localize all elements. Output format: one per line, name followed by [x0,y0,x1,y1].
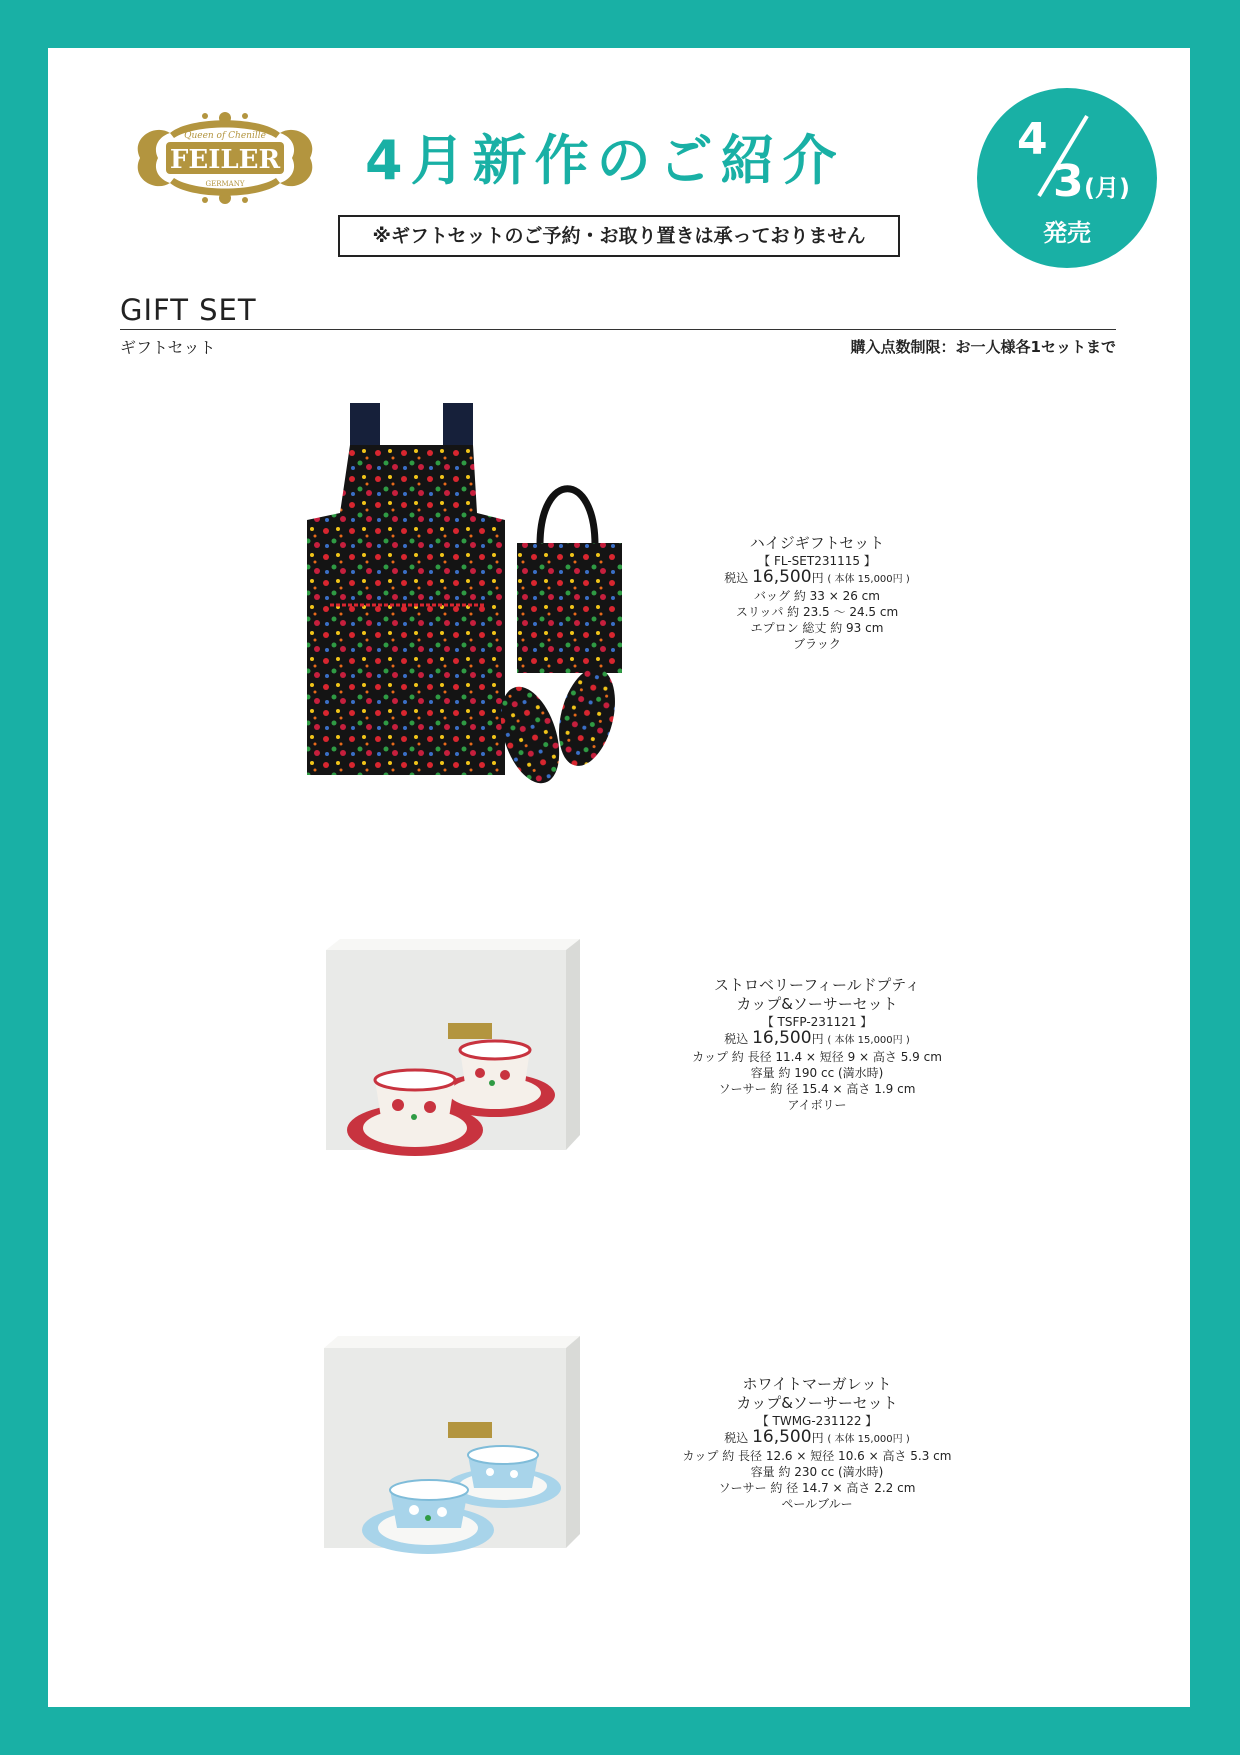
price-base: ( 本体 15,000円 ) [827,1434,910,1445]
product-detail: ペールブルー [781,1497,853,1511]
reservation-notice: ※ギフトセットのご予約・お取り置きは承っておりません [338,215,900,257]
product-name: ストロベリーフィールドプティ [713,976,921,994]
product-price [657,569,977,588]
product-info-strawberry [657,976,977,1113]
section-title: GIFT SET [120,293,257,327]
badge-release-label: 発売 [1043,219,1091,247]
product-detail: バッグ 約 33 × 26 cm [754,589,880,603]
price-amount: 16,500 [752,567,812,587]
product-price [657,1429,977,1448]
purchase-limit-note: 購入点数制限：お一人様各1セットまで [850,338,1116,356]
badge-weekday: (月) [1084,174,1130,202]
price-base: ( 本体 15,000円 ) [827,574,910,585]
logo-country: GERMANY [205,180,245,188]
product-name-line2: カップ&ソーサーセット [736,1394,898,1412]
product-code: 【 TWMG-231122 】 [756,1414,878,1428]
product-detail: 容量 約 230 cc (満水時) [750,1465,884,1479]
product-price [657,1030,977,1049]
section-divider [120,329,1116,330]
badge-month: 4 [1017,114,1048,165]
product-name: ハイジギフトセット [749,534,885,552]
product-name-line2: カップ&ソーサーセット [736,995,898,1013]
strawberry-cup-set-image [320,925,640,1187]
price-unit: 円 [811,1032,824,1046]
price-amount: 16,500 [752,1427,812,1447]
price-prefix: 税込 [724,571,749,585]
section-subtitle: ギフトセット [120,338,216,357]
product-info-heidi [657,534,977,652]
product-detail: カップ 約 長径 12.6 × 短径 10.6 × 高さ 5.3 cm [682,1449,952,1463]
price-prefix: 税込 [724,1431,749,1445]
price-base: ( 本体 15,000円 ) [827,1035,910,1046]
product-code: 【 FL-SET231115 】 [758,554,876,568]
price-unit: 円 [811,1431,824,1445]
logo-wordmark: FEILER [169,145,281,175]
price-prefix: 税込 [724,1032,749,1046]
product-code: 【 TSFP-231121 】 [761,1015,873,1029]
product-detail: ソーサー 約 径 14.7 × 高さ 2.2 cm [718,1481,916,1495]
product-detail: カップ 約 長径 11.4 × 短径 9 × 高さ 5.9 cm [692,1050,942,1064]
product-detail: ブラック [793,637,841,651]
product-detail: ソーサー 約 径 15.4 × 高さ 1.9 cm [718,1082,916,1096]
product-detail: アイボリー [787,1098,847,1112]
product-detail: 容量 約 190 cc (満水時) [750,1066,884,1080]
product-detail: スリッパ 約 23.5 ～ 24.5 cm [735,605,899,619]
price-unit: 円 [811,571,824,585]
feiler-logo [130,108,320,208]
white-margaret-cup-set-image [318,1320,638,1588]
logo-tagline: Queen of Chenille [184,131,266,141]
product-name: ホワイトマーガレット [742,1375,892,1393]
product-info-margaret [657,1375,977,1512]
price-amount: 16,500 [752,1028,812,1048]
badge-day: 3 [1053,156,1084,207]
heidi-gift-set-image [295,395,645,790]
release-date-badge [977,88,1157,268]
product-detail: エプロン 総丈 約 93 cm [750,621,884,635]
page-headline: 4月新作のご紹介 [365,129,845,192]
